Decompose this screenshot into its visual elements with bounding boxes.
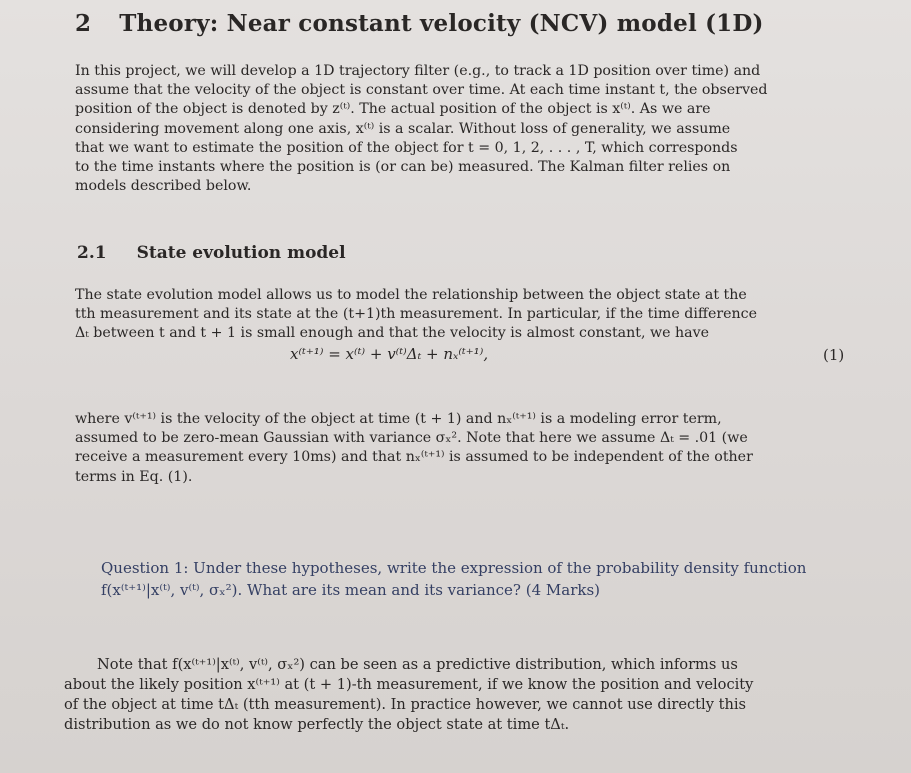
subsection-number: 2.1 — [77, 243, 107, 263]
model-line: tth measurement and its state at the (t+1)th measurement. In particular, if the time difference — [75, 306, 758, 323]
model-line: Δₜ between t and t + 1 is small enough and that the velocity is almost constant, we have — [75, 325, 710, 342]
intro-line: models described below. — [75, 178, 252, 195]
where-line: assumed to be zero-mean Gaussian with variance σₓ². Note that here we assume Δₜ = .01 (we — [75, 430, 748, 447]
question-line: Question 1: Under these hypotheses, write the expression of the probability density function — [101, 559, 807, 577]
where-paragraph — [75, 410, 850, 487]
note-line: distribution as we do not know perfectly the object state at time tΔₜ. — [64, 716, 570, 733]
note-line: about the likely position x⁽ᵗ⁺¹⁾ at (t + 1)-th measurement, if we know the position and velocity — [64, 676, 754, 693]
subsection-title: State evolution model — [136, 243, 346, 263]
section-title: Theory: Near constant velocity (NCV) model (1D) — [119, 10, 764, 37]
where-line: terms in Eq. (1). — [75, 468, 193, 485]
where-line: where v⁽ᵗ⁺¹⁾ is the velocity of the object at time (t + 1) and nₓ⁽ᵗ⁺¹⁾ is a modeling error term, — [75, 411, 722, 427]
intro-line: In this project, we will develop a 1D trajectory filter (e.g., to track a 1D position over time) and — [75, 63, 761, 79]
section-number: 2 — [75, 10, 92, 37]
model-line: The state evolution model allows us to model the relationship between the object state at the — [75, 287, 747, 303]
equation-number: (1) — [823, 346, 845, 364]
equation-1: x⁽ᵗ⁺¹⁾ = x⁽ᵗ⁾ + v⁽ᵗ⁾Δₜ + nₓ⁽ᵗ⁺¹⁾, — [290, 345, 489, 363]
note-line: of the object at time tΔₜ (tth measurement). In practice however, we cannot use directly this — [64, 696, 747, 713]
question-1 — [101, 557, 851, 601]
intro-paragraph — [75, 62, 850, 196]
intro-line: to the time instants where the position is (or can be) measured. The Kalman filter relies on — [75, 159, 731, 176]
question-line: f(x⁽ᵗ⁺¹⁾|x⁽ᵗ⁾, v⁽ᵗ⁾, σₓ²). What are its mean and its variance? (4 Marks) — [101, 581, 601, 599]
intro-line: that we want to estimate the position of the object for t = 0, 1, 2, . . . , T, which corresponds — [75, 139, 738, 156]
where-line: receive a measurement every 10ms) and that nₓ⁽ᵗ⁺¹⁾ is assumed to be independent of the other — [75, 449, 753, 466]
intro-line: assume that the velocity of the object is constant over time. At each time instant t, the observed — [75, 82, 768, 99]
subsection-heading — [77, 243, 346, 263]
intro-line: position of the object is denoted by z⁽ᵗ⁾. The actual position of the object is x⁽ᵗ⁾. As we are — [75, 101, 711, 118]
model-paragraph — [75, 286, 850, 344]
note-line: Note that f(x⁽ᵗ⁺¹⁾|x⁽ᵗ⁾, v⁽ᵗ⁾, σₓ²) can be seen as a predictive distribution, which informs us — [97, 656, 738, 673]
section-heading — [75, 10, 764, 37]
note-paragraph — [64, 655, 854, 735]
intro-line: considering movement along one axis, x⁽ᵗ⁾ is a scalar. Without loss of generality, we assume — [75, 120, 731, 137]
